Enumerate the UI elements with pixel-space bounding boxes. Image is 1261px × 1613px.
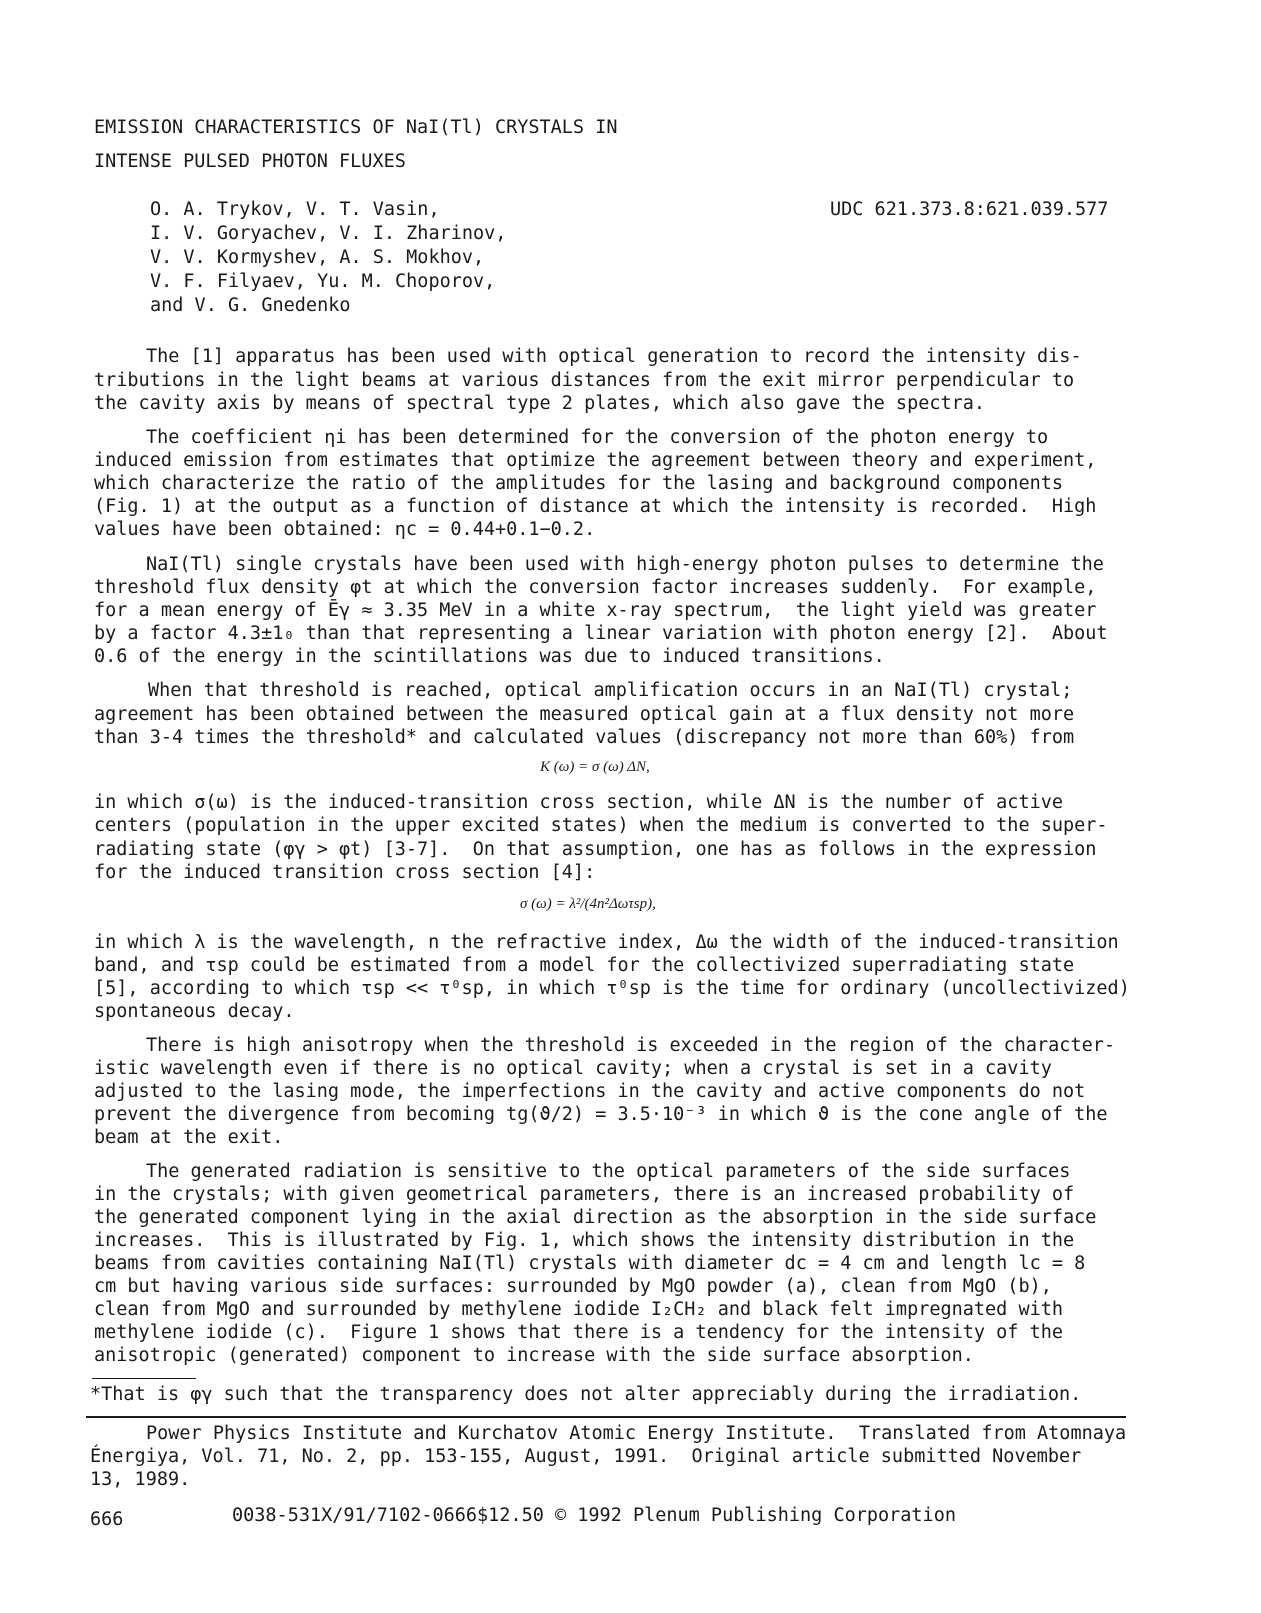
footnote: *That is φγ such that the transparency does not alter appreciably during the irradiation. bbox=[90, 1384, 1082, 1405]
paragraph-5-line: centers (population in the upper excited states) when the medium is converted to the super- bbox=[94, 815, 1108, 836]
paragraph-8-line: in the crystals; with given geometrical parameters, there is an increased probability of bbox=[94, 1184, 1075, 1205]
paragraph-5-line: for the induced transition cross section [4]: bbox=[94, 862, 596, 883]
copyright-line: 0038-531X/91/7102-0666$12.50 © 1992 Plenum Publishing Corporation bbox=[232, 1505, 956, 1526]
author-line: V. F. Filyaev, Yu. M. Choporov, bbox=[150, 271, 496, 292]
paragraph-5-line: in which σ(ω) is the induced-transition cross section, while ΔN is the number of active bbox=[94, 792, 1064, 813]
paragraph-3-line: for a mean energy of Ēγ ≈ 3.35 MeV in a white x-ray spectrum, the light yield was greater bbox=[94, 600, 1097, 621]
paragraph-6-line: [5], according to which τsp << τ⁰sp, in which τ⁰sp is the time for ordinary (uncollectivized) bbox=[94, 978, 1130, 999]
paragraph-3-line: 0.6 of the energy in the scintillations was due to induced transitions. bbox=[94, 646, 885, 667]
affiliation-line: Énergiya, Vol. 71, No. 2, pp. 153-155, August, 1991. Original article submitted November bbox=[90, 1446, 1082, 1467]
paragraph-1-line: the cavity axis by means of spectral type 2 plates, which also gave the spectra. bbox=[94, 393, 986, 414]
paragraph-1-line: tributions in the light beams at various distances from the exit mirror perpendicular to bbox=[94, 370, 1075, 391]
paragraph-7-line: beam at the exit. bbox=[94, 1127, 284, 1148]
udc-code: UDC 621.373.8:621.039.577 bbox=[830, 199, 1109, 220]
footer-separator bbox=[86, 1416, 1126, 1418]
paragraph-3-line: by a factor 4.3±1₀ than that representing a linear variation with photon energy [2]. About bbox=[94, 623, 1108, 644]
paragraph-6-line: in which λ is the wavelength, n the refractive index, Δω the width of the induced-transition bbox=[94, 932, 1119, 953]
paragraph-4-line: agreement has been obtained between the measured optical gain at a flux density not more bbox=[94, 704, 1075, 725]
author-line: I. V. Goryachev, V. I. Zharinov, bbox=[150, 223, 507, 244]
paragraph-8-line: increases. This is illustrated by Fig. 1, which shows the intensity distribution in the bbox=[94, 1230, 1075, 1251]
paragraph-1-line: The [1] apparatus has been used with optical generation to record the intensity dis- bbox=[146, 346, 1082, 367]
paragraph-3-line: NaI(Tl) single crystals have been used with high-energy photon pulses to determine the bbox=[146, 554, 1104, 575]
page-number: 666 bbox=[90, 1509, 124, 1530]
paragraph-7-line: adjusted to the lasing mode, the imperfections in the cavity and active components do not bbox=[94, 1081, 1086, 1102]
paragraph-8-line: methylene iodide (c). Figure 1 shows that there is a tendency for the intensity of the bbox=[94, 1322, 1064, 1343]
paper-title-line-2: INTENSE PULSED PHOTON FLUXES bbox=[94, 151, 406, 172]
paragraph-6-line: spontaneous decay. bbox=[94, 1001, 295, 1022]
paragraph-2-line: which characterize the ratio of the amplitudes for the lasing and background components bbox=[94, 473, 1064, 494]
paragraph-8-line: the generated component lying in the axial direction as the absorption in the side surface bbox=[94, 1207, 1097, 1228]
affiliation-line: Power Physics Institute and Kurchatov Atomic Energy Institute. Translated from Atomnaya bbox=[146, 1423, 1127, 1444]
paragraph-2-line: induced emission from estimates that optimize the agreement between theory and experiment, bbox=[94, 450, 1097, 471]
paragraph-8-line: The generated radiation is sensitive to the optical parameters of the side surfaces bbox=[146, 1161, 1071, 1182]
cross-section-formula: σ (ω) = λ²/(4n²Δωτsp), bbox=[520, 896, 656, 912]
paragraph-8-line: beams from cavities containing NaI(Tl) crystals with diameter dc = 4 cm and length lc = 8 bbox=[94, 1253, 1086, 1274]
paragraph-8-line: cm but having various side surfaces: surrounded by MgO powder (a), clean from MgO (b), bbox=[94, 1276, 1052, 1297]
gain-formula: K (ω) = σ (ω) ΔN, bbox=[540, 759, 650, 775]
paragraph-8-line: clean from MgO and surrounded by methylene iodide I₂CH₂ and black felt impregnated with bbox=[94, 1299, 1064, 1320]
paragraph-2-line: values have been obtained: ηc = 0.44+0.1−0.2. bbox=[94, 519, 596, 540]
paragraph-4-line: When that threshold is reached, optical amplification occurs in an NaI(Tl) crystal; bbox=[148, 680, 1073, 701]
paper-title-line-1: EMISSION CHARACTERISTICS OF NaI(Tl) CRYSTALS IN bbox=[94, 117, 618, 138]
paragraph-7-line: There is high anisotropy when the threshold is exceeded in the region of the character- bbox=[146, 1035, 1116, 1056]
paragraph-2-line: (Fig. 1) at the output as a function of distance at which the intensity is recorded. High bbox=[94, 496, 1097, 517]
affiliation-line: 13, 1989. bbox=[90, 1469, 191, 1490]
paragraph-7-line: istic wavelength even if there is no optical cavity; when a crystal is set in a cavity bbox=[94, 1058, 1052, 1079]
paragraph-8-line: anisotropic (generated) component to increase with the side surface absorption. bbox=[94, 1345, 974, 1366]
author-line: V. V. Kormyshev, A. S. Mokhov, bbox=[150, 247, 485, 268]
paragraph-2-line: The coefficient ηi has been determined for the conversion of the photon energy to bbox=[146, 427, 1049, 448]
author-line: and V. G. Gnedenko bbox=[150, 295, 351, 316]
paragraph-3-line: threshold flux density φt at which the conversion factor increases suddenly. For example, bbox=[94, 577, 1097, 598]
paragraph-5-line: radiating state (φγ > φt) [3-7]. On that assumption, one has as follows in the expression bbox=[94, 839, 1097, 860]
footnote-rule bbox=[92, 1378, 196, 1379]
paragraph-7-line: prevent the divergence from becoming tg(ϑ/2) = 3.5·10⁻³ in which ϑ is the cone angle of the bbox=[94, 1104, 1108, 1125]
paragraph-6-line: band, and τsp could be estimated from a model for the collectivized superradiating state bbox=[94, 955, 1075, 976]
author-line: O. A. Trykov, V. T. Vasin, bbox=[150, 199, 440, 220]
paragraph-4-line: than 3-4 times the threshold* and calculated values (discrepancy not more than 60%) from bbox=[94, 727, 1075, 748]
